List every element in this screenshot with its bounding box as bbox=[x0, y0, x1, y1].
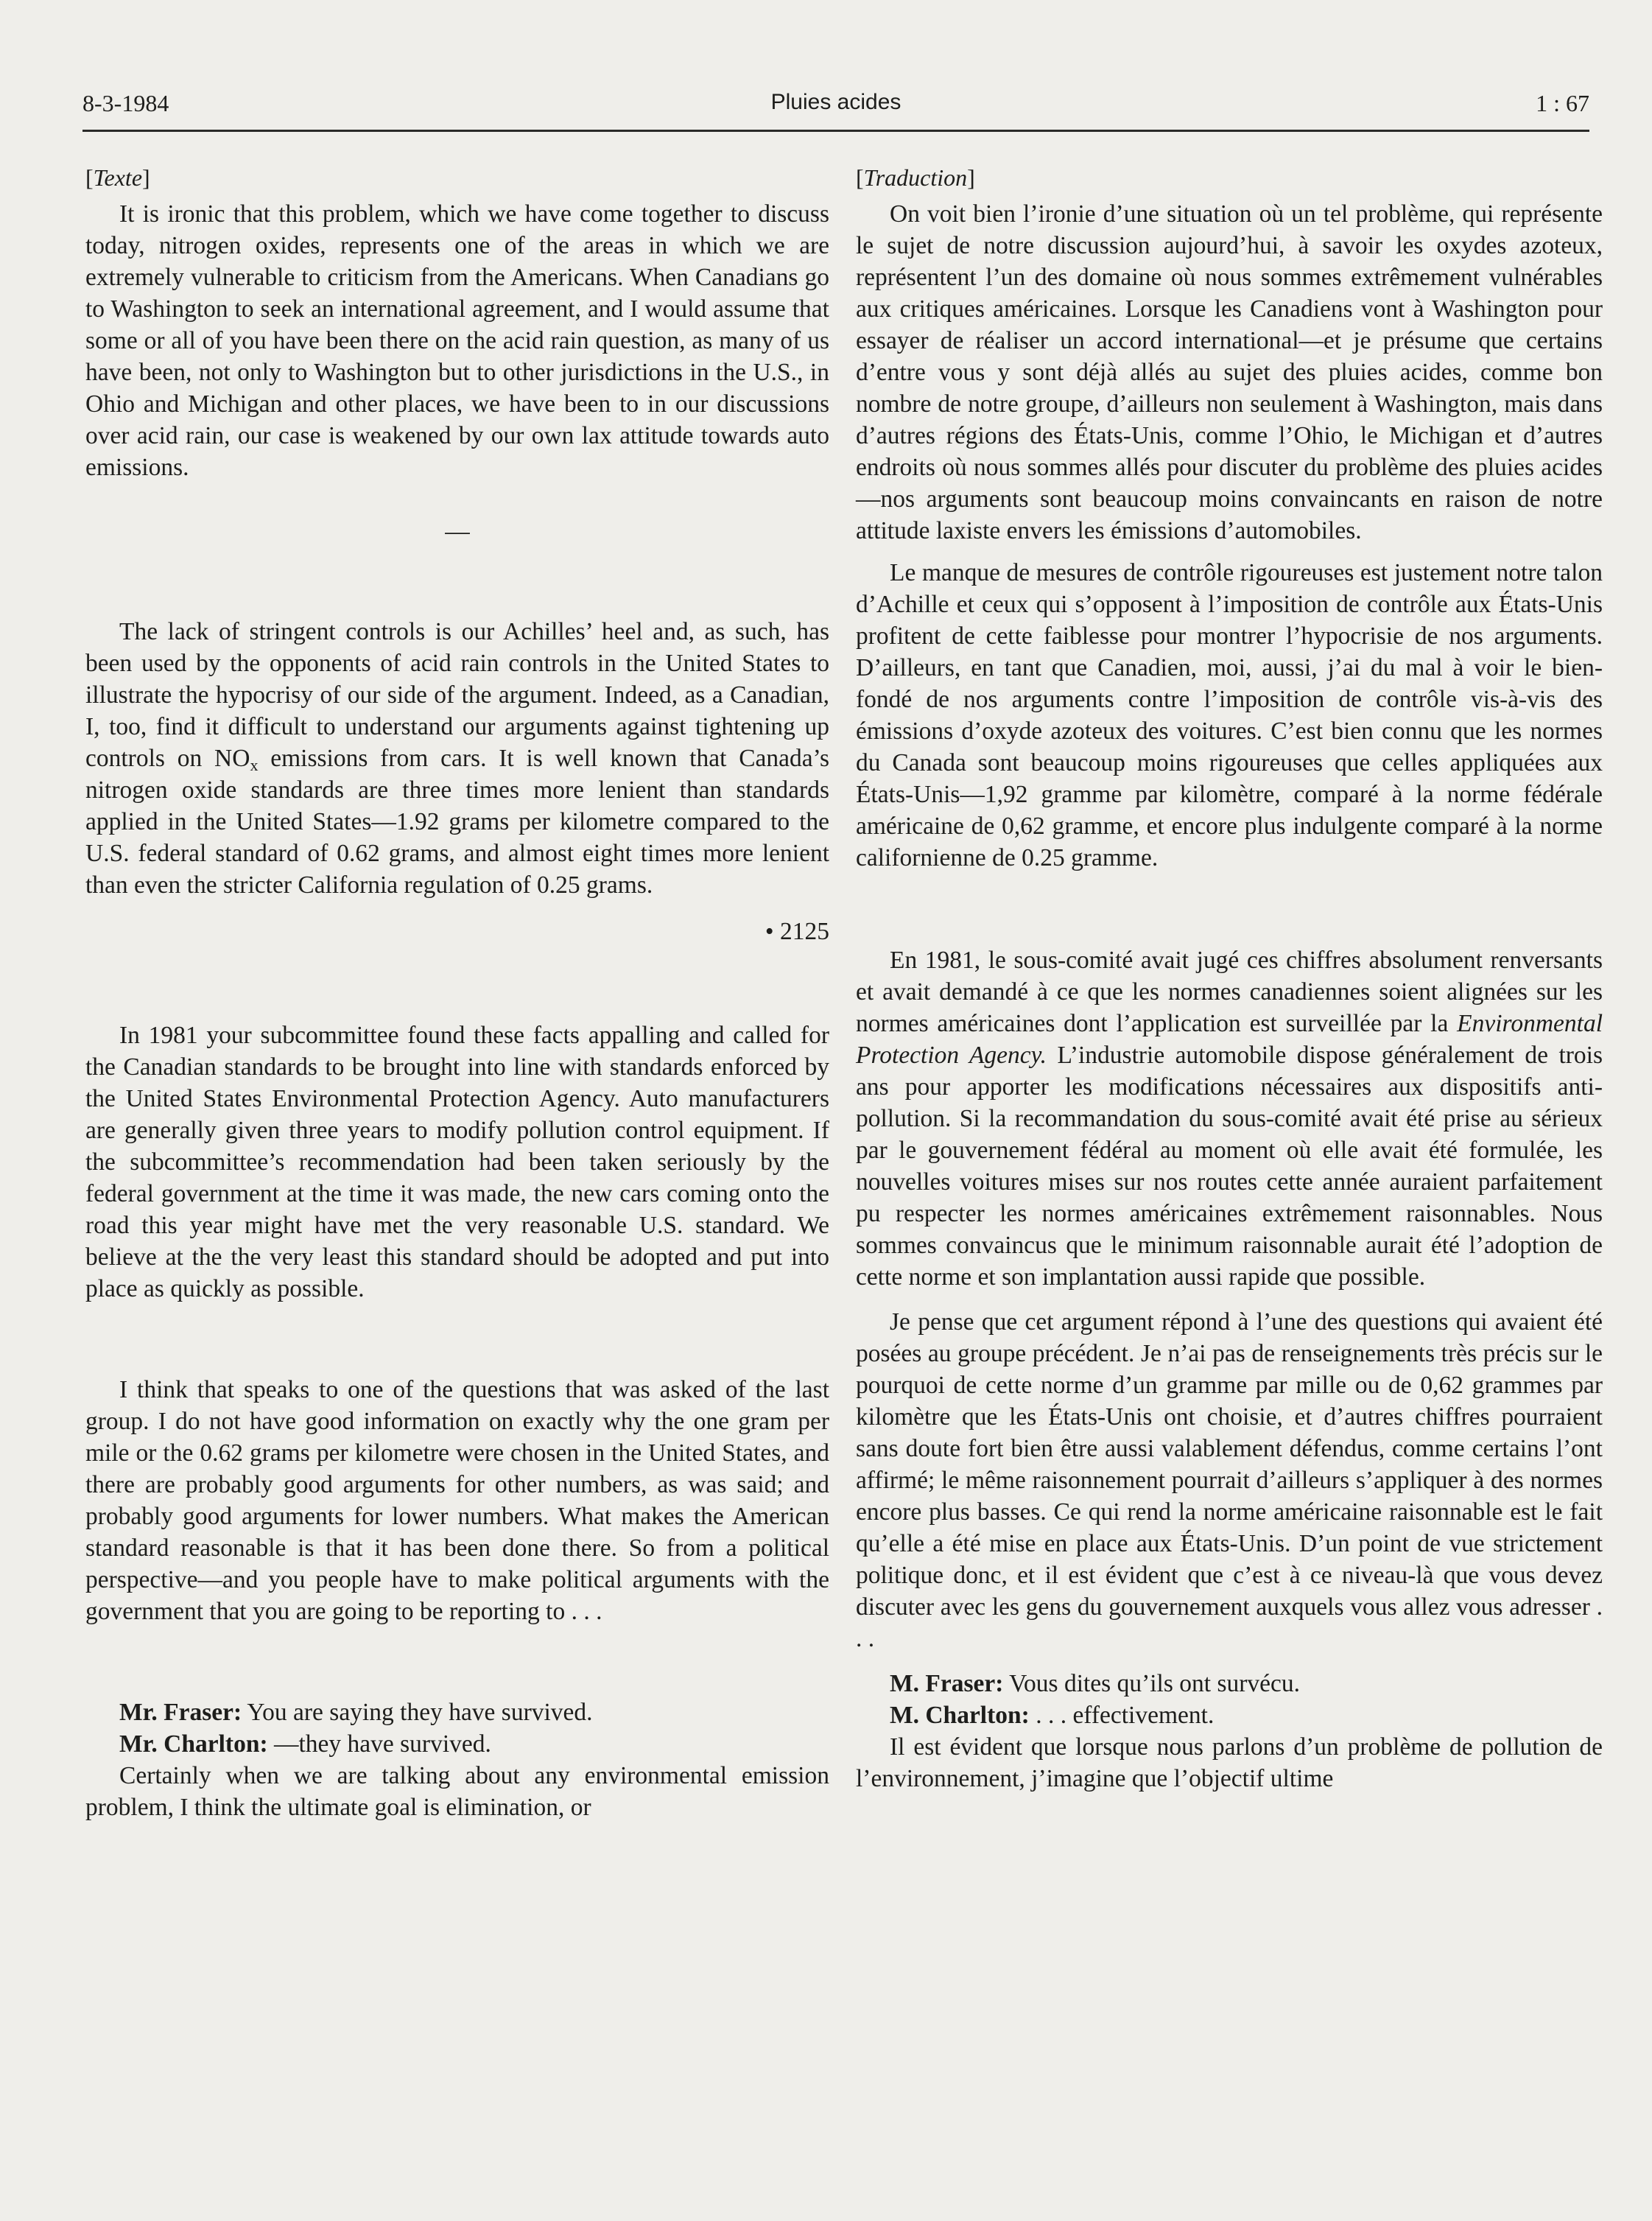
paragraph: I think that speaks to one of the questions that was asked of the last group. I do not have good information on exactly why the one gram per mile or the 0.62 grams per kilometre were chosen in the United States, and there are probably good arguments for other numbers, as was said; and probably good arguments for lower numbers. What makes the American standard reasonable is that it has been done there. So from a political perspective—and you people have to make political arguments with the government that you are going to be reporting to . . . bbox=[85, 1376, 829, 1625]
paragraph: Je pense que cet argument répond à l’une des questions qui avaient été posées au groupe précédent. Je n’ai pas de renseignements très précis sur le pourquoi de cette norme d’un gramme par mille ou de 0,62 grammes par kilomètre que les États-Unis ont choisie, et d’autres chiffres pourraient sans doute fort bien être aussi valablement défendus, comme certains l’ont affirmé; le même raisonnement pourrait d’ailleurs s’appliquer à des normes encore plus basses. Ce qui rend la norme américaine raisonnable est le fait qu’elle a été mise en place aux États-Unis. D’un point de vue strictement politique donc, et il est évident que c’est à ce niveau-là que vous devez discuter avec les gens du gouvernement auxquels vous allez vous adresser . . . bbox=[856, 1308, 1603, 1652]
header-title: Pluies acides bbox=[770, 90, 901, 114]
column-label-french: [Traduction] bbox=[856, 164, 975, 191]
speaker-name: M. Fraser: bbox=[890, 1670, 1004, 1697]
french-column bbox=[856, 162, 1603, 1794]
paragraph: On voit bien l’ironie d’une situation où un tel problème, qui représente le sujet de notre discussion aujourd’hui, à savoir les oxydes azoteux, représentent l’un des domaine où nous sommes extrêmement vulnérables aux critiques américaines. Lorsque les Canadiens vont à Washington pour essayer de réaliser un accord international—et je présume que certains d’entre vous y sont déjà allés au sujet des pluies acides, comme bon nombre de notre groupe, d’ailleurs non seulement à Washington, mais dans d’autres régions des États-Unis, comme l’Ohio, le Michigan et d’autres endroits où nous sommes allés pour discuter du problème des pluies acides—nos arguments sont beaucoup moins convaincants en raison de notre attitude laxiste envers les émissions d’automobiles. bbox=[856, 200, 1603, 544]
paragraph: Le manque de mesures de contrôle rigoureuses est justement notre talon d’Achille et ceux qui s’opposent à l’imposition de contrôle aux États-Unis profitent de cette faiblesse pour montrer l’hypocrisie de nos arguments. D’ailleurs, en tant que Canadien, moi, aussi, j’ai du mal à voir le bien-fondé de nos arguments contre l’imposition de contrôle vis-à-vis des émissions d’oxyde azoteux des voitures. C’est bien connu que les normes du Canada sont beaucoup moins rigoureuses que celles appliquées aux États-Unis—1,92 gramme par kilomètre, comparé à la norme fédérale américaine de 0,62 gramme, et encore plus indulgente comparé à la norme californienne de 0.25 gramme. bbox=[856, 559, 1603, 871]
paragraph: It is ironic that this problem, which we have come together to discuss today, nitrogen oxides, represents one of the areas in which we are extremely vulnerable to criticism from the Americans. When Canadians go to Washington to seek an international agreement, and I would assume that some or all of you have been there on the acid rain question, as many of us have been, not only to Washington but to other jurisdictions in the U.S., in Ohio and Michigan and other places, we have been to in our discussions over acid rain, our case is weakened by our own lax attitude towards auto emissions. bbox=[85, 200, 829, 481]
page-header bbox=[82, 87, 1589, 132]
speaker-name: M. Charlton: bbox=[890, 1702, 1030, 1729]
speaker-line: M. Fraser: Vous dites qu’ils ont survécu. bbox=[890, 1670, 1301, 1697]
speaker-line: M. Charlton: . . . effectivement. bbox=[890, 1702, 1215, 1729]
separator: — bbox=[445, 518, 470, 545]
speaker-line: Mr. Fraser: You are saying they have survived. bbox=[119, 1699, 593, 1726]
english-column bbox=[85, 162, 829, 1823]
paragraph: Il est évident que lorsque nous parlons d’un problème de pollution de l’environnement, j’imagine que l’objectif ultime bbox=[856, 1733, 1603, 1792]
paragraph: En 1981, le sous-comité avait jugé ces chiffres absolument renversants et avait demandé à ce que les normes canadiennes soient alignées sur les normes américaines dont l’application est surveillée par la Environmental Protection Agency. L’industrie automobile dispose généralement de trois ans pour apporter les modifications nécessaires aux dispositifs anti-pollution. Si la recommandation du sous-comité avait été prise au sérieux par le gouvernement fédéral au moment où elle avait été formulée, les nouvelles voitures mises sur nos routes cette année auraient parfaitement pu respecter les normes américaines extrêmement raisonnables. Nous sommes convaincus que le minimum raisonnable aurait été l’adoption de cette norme et son implantation aussi rapide que possible. bbox=[856, 947, 1603, 1291]
speaker-line: Mr. Charlton: —they have survived. bbox=[119, 1730, 491, 1758]
column-label-english: [Texte] bbox=[85, 164, 150, 191]
paragraph: The lack of stringent controls is our Achilles’ heel and, as such, has been used by the opponents of acid rain controls in the United States to illustrate the hypocrisy of our side of the argument. Indeed, as a Canadian, I, too, find it difficult to understand our arguments against tightening up controls on $NO_x$ emissions from cars. It is well known that Canada’s nitrogen oxide standards are three times more lenient than standards applied in the United States—1.92 grams per kilometre compared to the U.S. federal standard of 0.62 grams, and almost eight times more lenient than even the stricter California regulation of 0.25 grams. bbox=[85, 618, 830, 899]
header-page-number: 1 : 67 bbox=[1536, 90, 1589, 116]
time-marker: • 2125 bbox=[765, 918, 829, 945]
paragraph: In 1981 your subcommittee found these facts appalling and called for the Canadian standards to be brought into line with standards enforced by the United States Environmental Protection Agency. Auto manufacturers are generally given three years to modify pollution control equipment. If the subcommittee’s recommendation had been taken seriously by the federal government at the time it was made, the new cars coming onto the road this year might have met the very reasonable U.S. standard. We believe at the the very least this standard should be adopted and put into place as quickly as possible. bbox=[85, 1022, 829, 1302]
header-date: 8-3-1984 bbox=[82, 90, 169, 116]
speaker-name: Mr. Charlton: bbox=[119, 1730, 268, 1758]
paragraph: Certainly when we are talking about any environmental emission problem, I think the ultimate goal is elimination, or bbox=[85, 1762, 829, 1821]
speaker-name: Mr. Fraser: bbox=[119, 1699, 242, 1726]
